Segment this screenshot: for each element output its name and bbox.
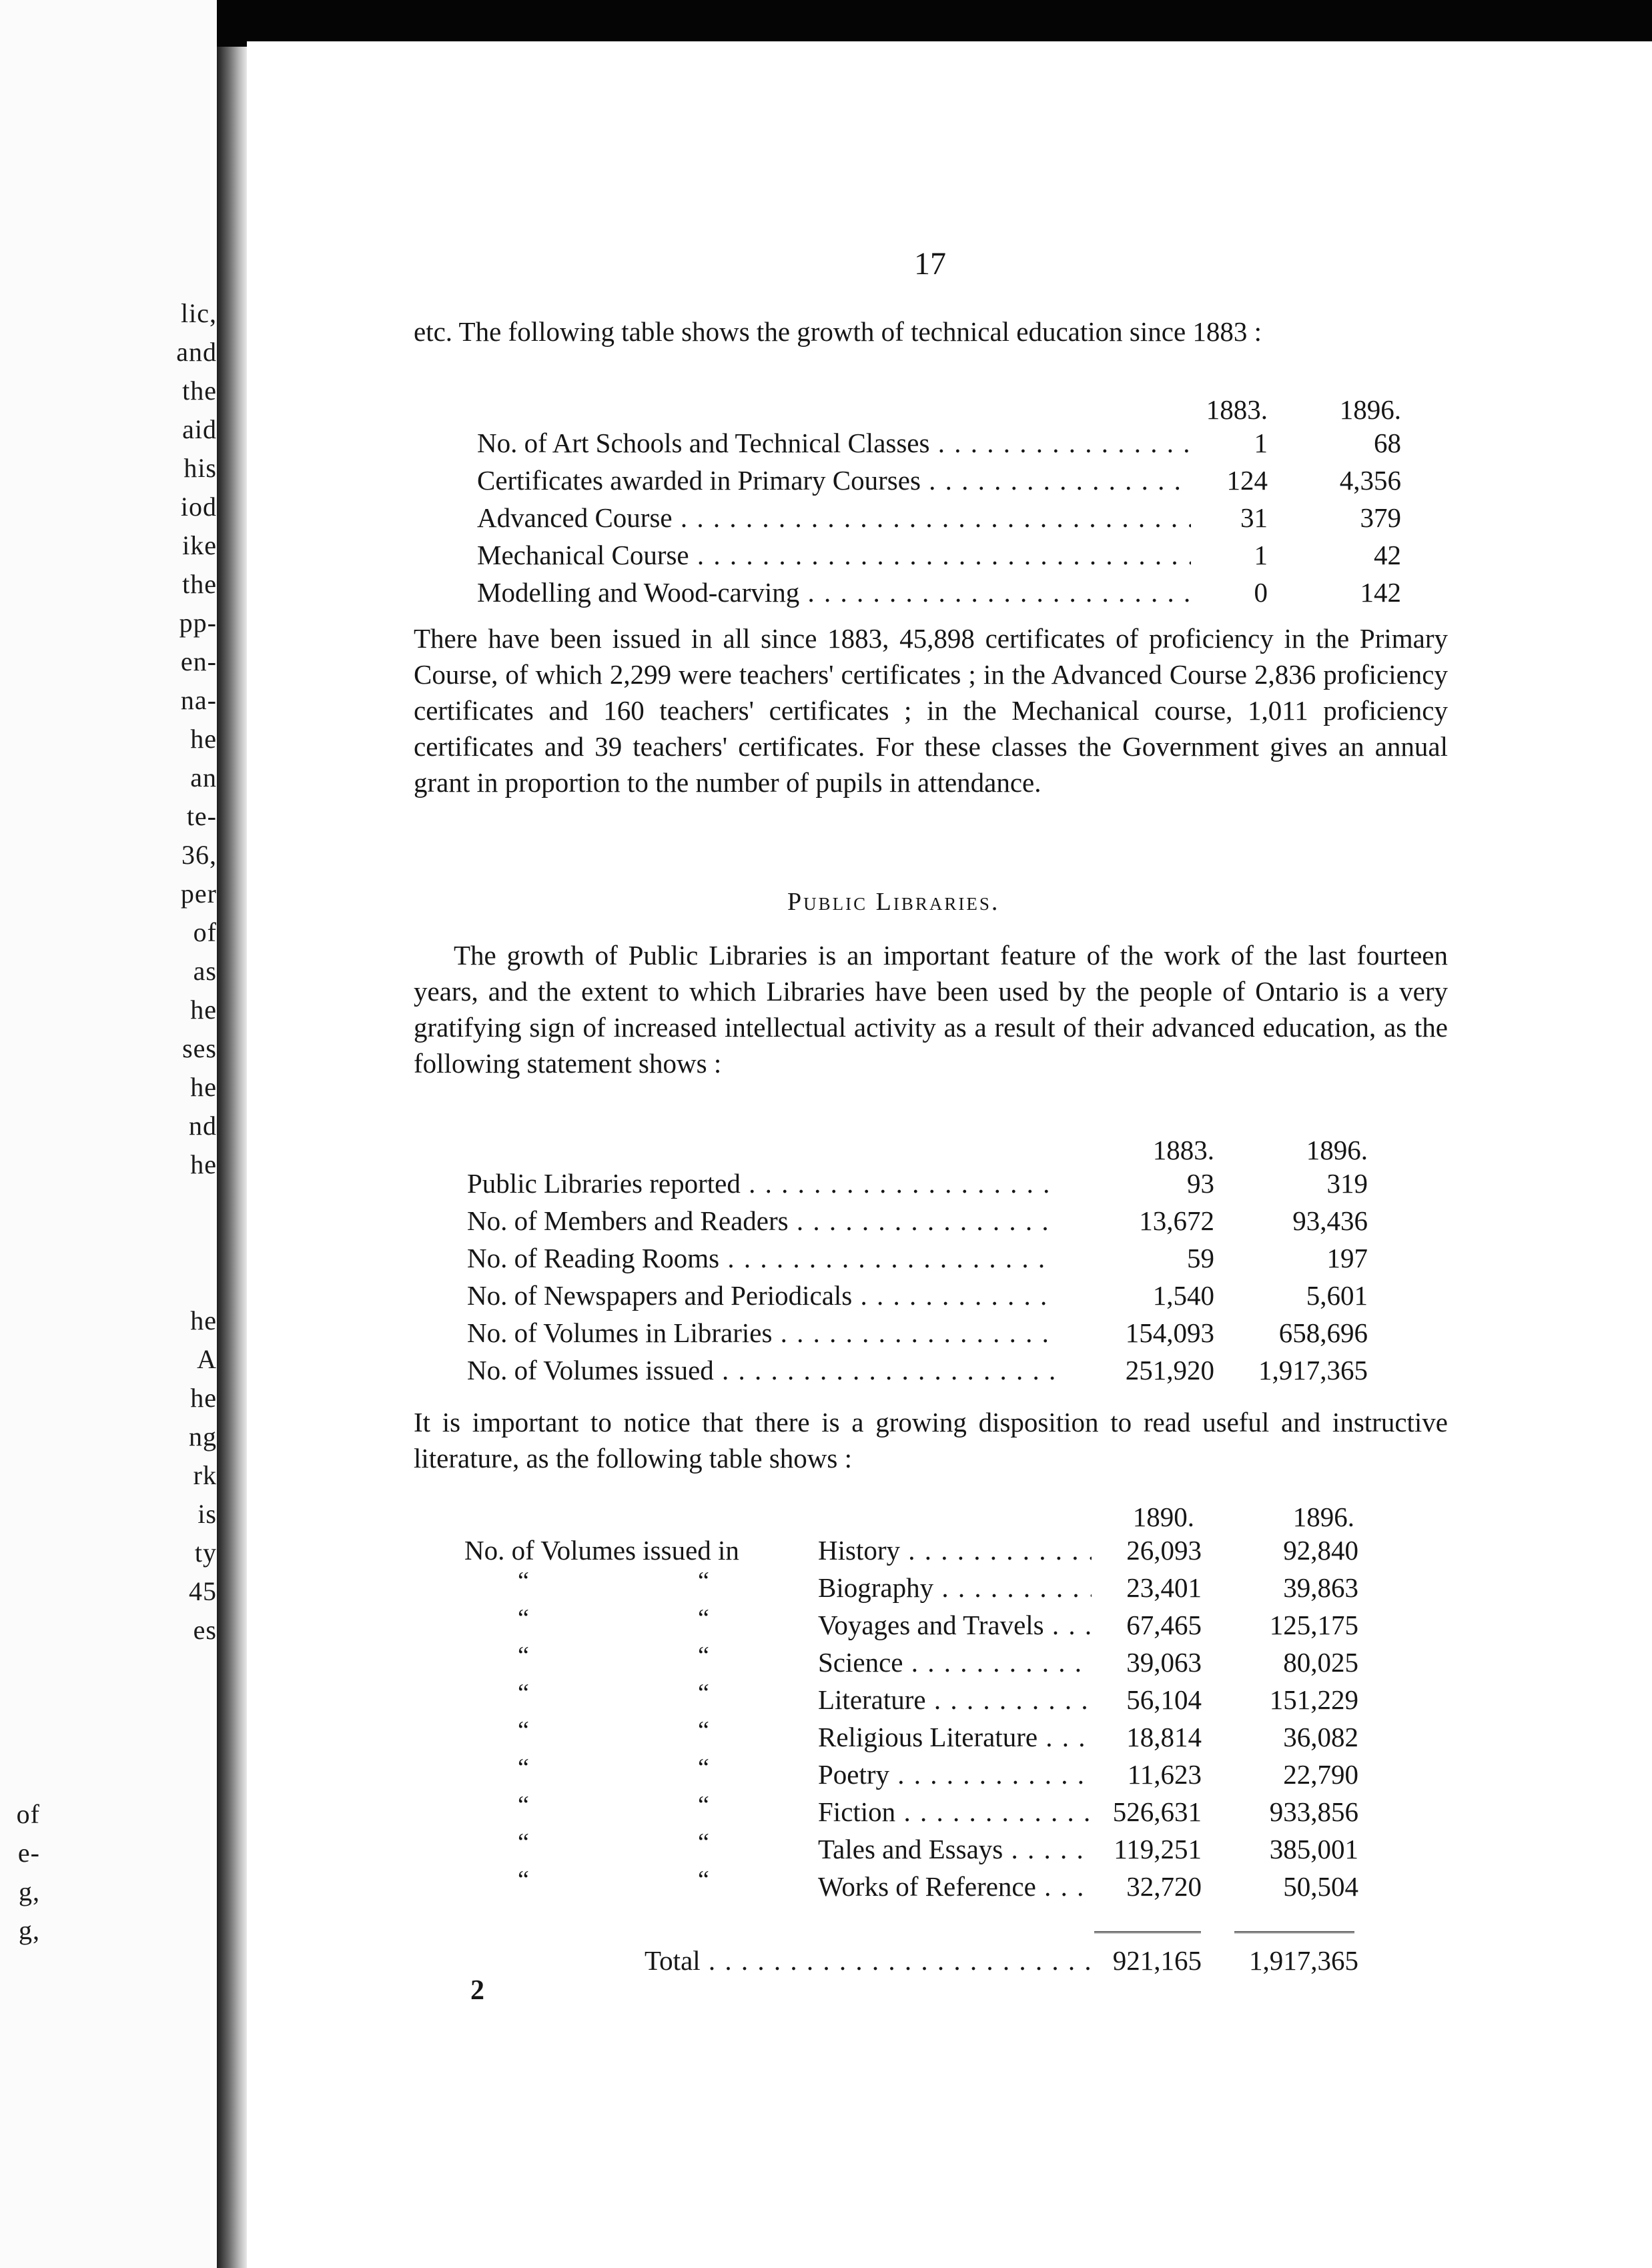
left-margin-fragment: the <box>182 569 217 599</box>
left-margin-fragment: he <box>190 995 217 1025</box>
library-row-1896: 5,601 <box>1306 1280 1368 1311</box>
tech-row-1883: 1 <box>1254 428 1268 458</box>
tech-table-row <box>477 576 1411 612</box>
volumes-row-1890: 32,720 <box>1126 1871 1202 1902</box>
volumes-table-row <box>464 1754 1398 1794</box>
tech-row-1883: 124 <box>1226 465 1268 496</box>
library-row-1883: 93 <box>1187 1168 1214 1199</box>
volumes-table-row <box>464 1716 1398 1757</box>
left-margin-fragment: nd <box>189 1111 217 1141</box>
volumes-row-label: Religious Literature . . . <box>818 1721 1092 1757</box>
tech-row-1896: 42 <box>1374 540 1401 570</box>
tech-row-label: No. of Art Schools and Technical Classes . . . <box>477 427 1191 463</box>
volumes-total-1890: 921,165 <box>1112 1945 1202 1976</box>
volumes-row-label: History . . . <box>818 1534 1092 1570</box>
intro-paragraph: etc. The following table shows the growth of technical education since 1883 : <box>414 316 1262 347</box>
ditto-mark: “ <box>698 1604 709 1632</box>
library-table-row <box>467 1205 1401 1241</box>
left-margin-fragment: ty <box>194 1538 217 1568</box>
left-margin-fragment: rk <box>193 1460 217 1490</box>
tech-table-row <box>477 427 1411 463</box>
ditto-mark: “ <box>698 1567 709 1595</box>
volumes-table-row <box>464 1567 1398 1608</box>
volumes-row-label: Literature . . . <box>818 1684 1092 1720</box>
volumes-table-row <box>464 1866 1398 1906</box>
left-margin-fragment: the <box>182 376 217 406</box>
left-margin-fragment: es <box>193 1615 217 1645</box>
left-margin-fragment: he <box>190 1383 217 1413</box>
left-page-edge <box>0 0 217 2268</box>
ditto-mark: “ <box>698 1866 709 1894</box>
left-margin-fragment: and <box>176 337 217 367</box>
page-number: 17 <box>914 246 946 281</box>
volumes-row-1890: 119,251 <box>1114 1834 1202 1864</box>
volumes-row-1896: 39,863 <box>1283 1572 1358 1603</box>
left-margin-fragment: te- <box>186 801 217 831</box>
volumes-row-1890: 67,465 <box>1126 1610 1202 1640</box>
left-margin-fragment: 36, <box>181 840 217 870</box>
volumes-row-1896: 125,175 <box>1269 1610 1358 1640</box>
volumes-row-1896: 22,790 <box>1283 1759 1358 1790</box>
volumes-row-1890: 39,063 <box>1126 1647 1202 1678</box>
volumes-prefix-text: No. of Volumes issued in <box>464 1535 739 1566</box>
ditto-mark: “ <box>518 1828 529 1856</box>
ditto-mark: “ <box>518 1679 529 1707</box>
volumes-row-1896: 385,001 <box>1269 1834 1358 1864</box>
library-table-row <box>467 1354 1401 1390</box>
library-row-1896: 197 <box>1326 1243 1368 1273</box>
ditto-mark: “ <box>518 1567 529 1595</box>
volumes-row-1890: 18,814 <box>1126 1722 1202 1752</box>
volumes-row-1890: 23,401 <box>1126 1572 1202 1603</box>
left-margin-fragment: he <box>190 1305 217 1335</box>
left-margin-fragment: he <box>190 1149 217 1179</box>
volumes-row-label: Biography . . . <box>818 1572 1092 1608</box>
certificates-paragraph: There have been issued in all since 1883, 45,898 certificates of proficiency in the Primary Course, of which 2,299 were teachers' certificates ; in the Advanced Course 2,836 proficiency certificates and 160 teachers' certificates ; in the Mechanical course, 1,011 proficiency certificates and 39 teachers' certificates. For these classes the Government gives an annual grant in proportion to the number of pupils in attendance. <box>414 623 1448 798</box>
left-margin-fragment: an <box>190 762 217 792</box>
library-row-1896: 319 <box>1326 1168 1368 1199</box>
right-page <box>247 41 1652 2268</box>
library-row-1883: 154,093 <box>1125 1317 1214 1348</box>
left-margin-fragment: pp- <box>179 608 217 638</box>
ditto-mark: “ <box>698 1754 709 1782</box>
tech-row-label: Mechanical Course . . . <box>477 539 1191 575</box>
tech-row-1883: 31 <box>1240 502 1268 533</box>
tech-row-1896: 68 <box>1374 428 1401 458</box>
left-margin-fragment: ses <box>182 1033 217 1063</box>
left-margin-fragment: g, <box>19 1876 40 1906</box>
library-row-label: No. of Volumes issued . . . <box>467 1354 1054 1390</box>
left-margin-fragment: en- <box>180 646 217 676</box>
left-margin-fragment: of <box>193 917 217 947</box>
library-row-1883: 1,540 <box>1152 1280 1214 1311</box>
total-rule-1890 <box>1094 1931 1201 1933</box>
left-margin-fragment: lic, <box>181 298 217 328</box>
tech-row-1896: 379 <box>1360 502 1401 533</box>
ditto-mark: “ <box>698 1642 709 1670</box>
tech-header-1896: 1896. <box>1339 394 1401 425</box>
volumes-total-label: Total . . . <box>645 1944 1092 1980</box>
tech-row-1883: 1 <box>1254 540 1268 570</box>
tech-row-label: Modelling and Wood-carving . . . <box>477 576 1191 612</box>
tech-table-row <box>477 464 1411 500</box>
left-margin-fragment: his <box>183 453 217 483</box>
left-margin-fragment: ike <box>182 530 217 560</box>
ditto-mark: “ <box>698 1791 709 1819</box>
library-row-label: No. of Reading Rooms . . . <box>467 1242 1054 1278</box>
tech-row-label: Certificates awarded in Primary Courses . . . <box>477 464 1191 500</box>
volumes-total-1896: 1,917,365 <box>1249 1945 1358 1976</box>
left-margin-fragment: as <box>193 956 217 986</box>
left-margin-fragment: A <box>197 1344 217 1374</box>
volumes-row-1896: 50,504 <box>1283 1871 1358 1902</box>
volumes-table-row <box>464 1604 1398 1645</box>
volumes-table-row <box>464 1791 1398 1832</box>
volumes-row-1890: 526,631 <box>1112 1796 1202 1827</box>
tech-row-1896: 4,356 <box>1339 465 1401 496</box>
volumes-row-label: Works of Reference . . . <box>818 1870 1092 1906</box>
library-table-row <box>467 1317 1401 1353</box>
library-row-1883: 59 <box>1187 1243 1214 1273</box>
library-row-label: No. of Members and Readers . . . <box>467 1205 1054 1241</box>
volumes-row-1890: 26,093 <box>1126 1535 1202 1566</box>
library-row-1883: 251,920 <box>1125 1355 1214 1385</box>
library-row-label: No. of Volumes in Libraries . . . <box>467 1317 1054 1353</box>
volumes-row-label: Science . . . <box>818 1646 1092 1682</box>
volumes-row-1890: 56,104 <box>1126 1684 1202 1715</box>
volumes-row-label: Fiction . . . <box>818 1796 1092 1832</box>
library-table-row <box>467 1242 1401 1278</box>
volumes-header-1890: 1890. <box>1132 1502 1194 1532</box>
volumes-row-1896: 80,025 <box>1283 1647 1358 1678</box>
volumes-table-row <box>464 1534 1398 1570</box>
left-margin-fragment: is <box>197 1499 217 1529</box>
ditto-mark: “ <box>518 1716 529 1744</box>
left-margin-fragment: he <box>190 724 217 754</box>
volumes-table-row <box>464 1679 1398 1720</box>
library-row-label: Public Libraries reported . . . <box>467 1167 1054 1203</box>
ditto-mark: “ <box>698 1828 709 1856</box>
left-margin-fragment: g, <box>19 1915 40 1945</box>
left-margin-fragment: aid <box>182 414 217 444</box>
left-margin-fragment: 45 <box>189 1576 217 1606</box>
tech-table-row <box>477 539 1411 575</box>
ditto-mark: “ <box>518 1866 529 1894</box>
left-margin-fragment: ng <box>189 1422 217 1452</box>
ditto-mark: “ <box>698 1679 709 1707</box>
volumes-row-1896: 36,082 <box>1283 1722 1358 1752</box>
tech-table-row <box>477 502 1411 538</box>
section-heading-public-libraries: Public Libraries. <box>787 888 1000 916</box>
left-margin-fragment: na- <box>180 685 217 715</box>
volumes-row-label: Voyages and Travels . . . <box>818 1609 1092 1645</box>
volumes-header-1896: 1896. <box>1292 1502 1354 1532</box>
volumes-table-row <box>464 1642 1398 1682</box>
library-row-label: No. of Newspapers and Periodicals . . . <box>467 1279 1054 1315</box>
tech-row-1896: 142 <box>1360 577 1401 608</box>
library-row-1896: 1,917,365 <box>1258 1355 1368 1385</box>
library-table-row <box>467 1167 1401 1203</box>
ditto-mark: “ <box>518 1754 529 1782</box>
volumes-row-1896: 92,840 <box>1283 1535 1358 1566</box>
library-row-1896: 658,696 <box>1278 1317 1368 1348</box>
volumes-total-row <box>464 1944 1398 1980</box>
tech-header-1883: 1883. <box>1206 394 1268 425</box>
left-margin-fragment: iod <box>180 492 217 522</box>
ditto-mark: “ <box>518 1604 529 1632</box>
volumes-row-1896: 151,229 <box>1269 1684 1358 1715</box>
left-margin-fragment: he <box>190 1072 217 1102</box>
library-table-row <box>467 1279 1401 1315</box>
volumes-row-label: Poetry . . . <box>818 1758 1092 1794</box>
page-gutter <box>217 47 247 2268</box>
tech-row-1883: 0 <box>1254 577 1268 608</box>
ditto-mark: “ <box>698 1716 709 1744</box>
literature-paragraph: It is important to notice that there is a growing disposition to read useful and instructive literature, as the following table shows : <box>414 1407 1448 1474</box>
library-header-1896: 1896. <box>1306 1135 1368 1165</box>
libraries-paragraph: The growth of Public Libraries is an important feature of the work of the last fourteen years, and the extent to which Libraries have been used by the people of Ontario is a very gratifying sign of increased intellectual activity as a result of their advanced education, as the following statement shows : <box>414 940 1448 1079</box>
tech-row-label: Advanced Course . . . <box>477 502 1191 538</box>
library-row-1896: 93,436 <box>1292 1205 1368 1236</box>
left-margin-fragment: e- <box>17 1838 40 1868</box>
library-header-1883: 1883. <box>1152 1135 1214 1165</box>
total-rule-1896 <box>1234 1931 1354 1933</box>
volumes-row-label: Tales and Essays . . . <box>818 1833 1092 1869</box>
left-margin-fragment: of <box>16 1799 40 1829</box>
signature-mark: 2 <box>470 1975 484 2006</box>
volumes-table-row <box>464 1828 1398 1869</box>
ditto-mark: “ <box>518 1642 529 1670</box>
volumes-row-1896: 933,856 <box>1269 1796 1358 1827</box>
ditto-mark: “ <box>518 1791 529 1819</box>
left-margin-fragment: per <box>180 879 217 909</box>
volumes-row-1890: 11,623 <box>1127 1759 1202 1790</box>
library-row-1883: 13,672 <box>1139 1205 1214 1236</box>
